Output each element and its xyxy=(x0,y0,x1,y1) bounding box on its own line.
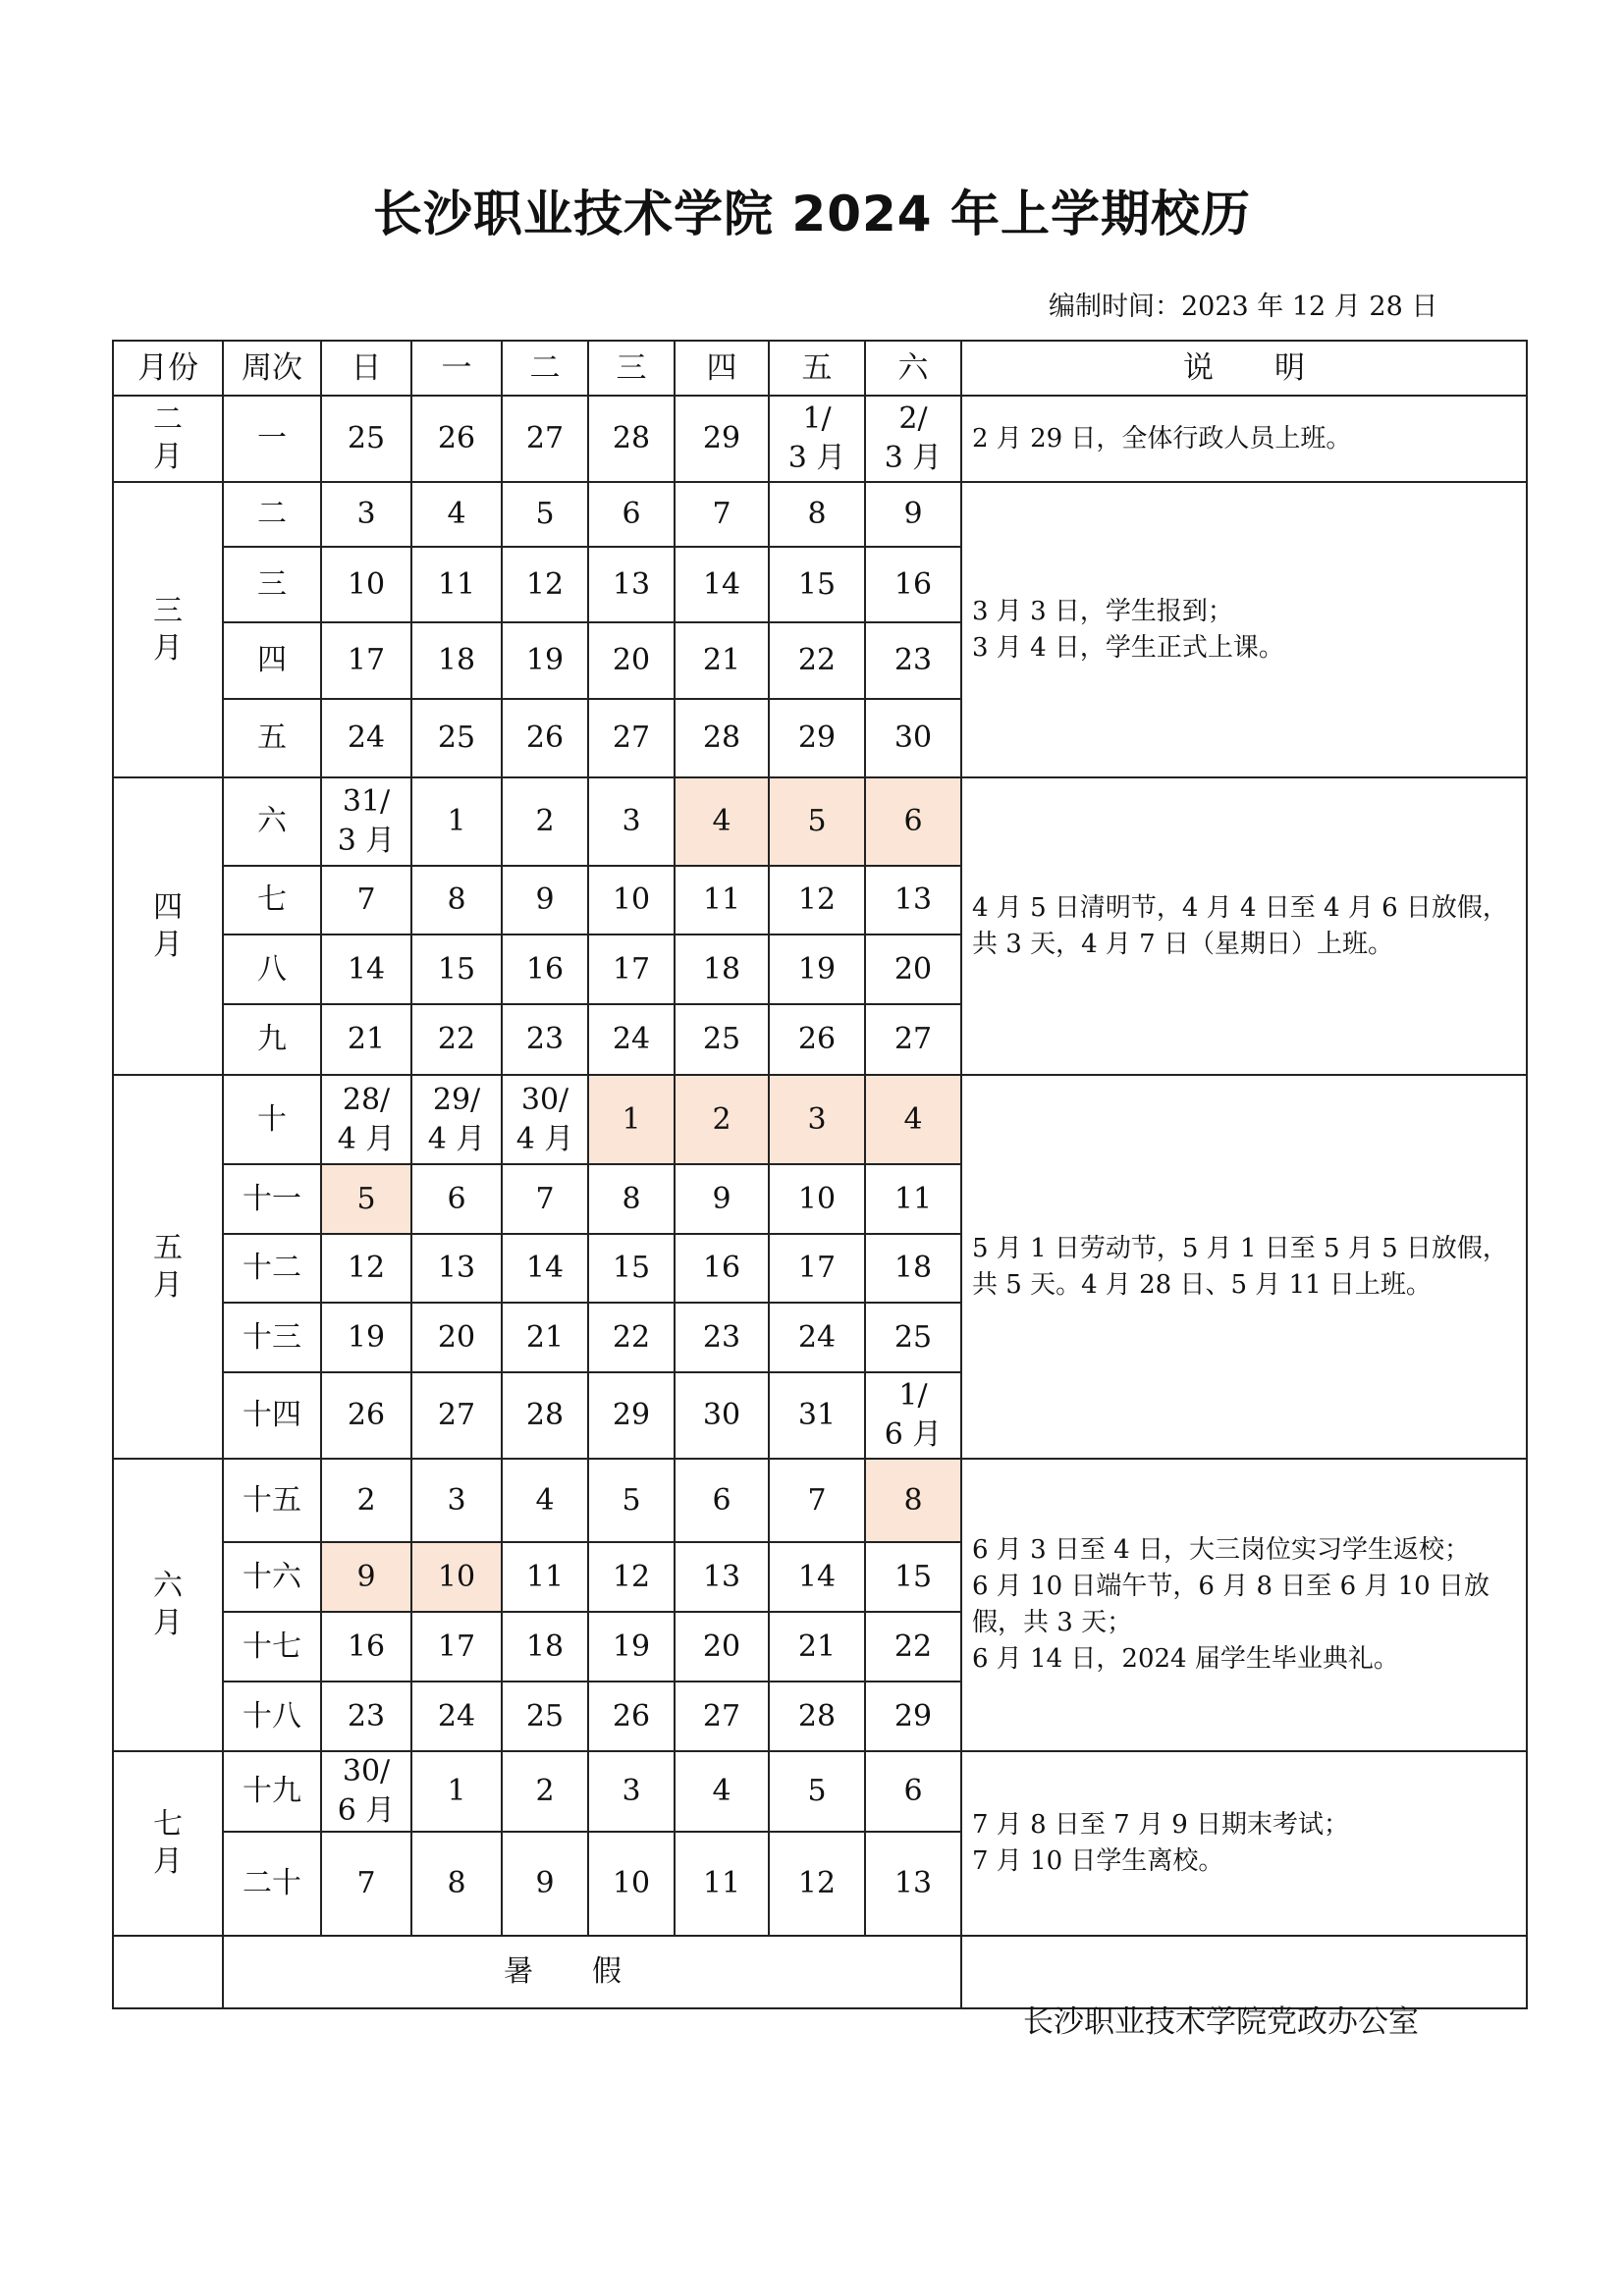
day-number: 28/ xyxy=(342,1082,391,1117)
day-cell-tue: 26 xyxy=(502,699,588,777)
day-cell-mon: 20 xyxy=(411,1303,502,1372)
day-cell-sat: 11 xyxy=(865,1164,961,1234)
day-cell-mon: 4 xyxy=(411,482,502,547)
day-cell-mon: 17 xyxy=(411,1612,502,1682)
day-cell-fri: 22 xyxy=(769,622,865,699)
day-number: 1/ xyxy=(898,1378,928,1413)
header-week: 周次 xyxy=(223,341,321,396)
day-cell-sun: 10 xyxy=(321,547,411,622)
day-cell-thu: 14 xyxy=(675,547,769,622)
week-number: 六 xyxy=(223,777,321,866)
day-cell-sun: 16 xyxy=(321,1612,411,1682)
week-number: 十五 xyxy=(223,1459,321,1542)
day-cell-fri: 29 xyxy=(769,699,865,777)
day-cell-mon xyxy=(411,1075,502,1164)
week-number: 十一 xyxy=(223,1164,321,1234)
day-cell-sat: 6 xyxy=(865,1751,961,1832)
day-cell-wed: 20 xyxy=(588,622,675,699)
week-number: 十二 xyxy=(223,1234,321,1303)
day-cell-sun: 14 xyxy=(321,934,411,1004)
header-thu: 四 xyxy=(675,341,769,396)
day-cell-wed: 26 xyxy=(588,1682,675,1751)
week-number: 一 xyxy=(223,396,321,482)
day-cell-tue: 2 xyxy=(502,1751,588,1832)
day-cell-tue xyxy=(502,1075,588,1164)
day-cell-sun: 17 xyxy=(321,622,411,699)
day-cell-thu: 21 xyxy=(675,622,769,699)
week-row xyxy=(113,777,1527,866)
day-cell-fri: 14 xyxy=(769,1542,865,1612)
week-number: 四 xyxy=(223,622,321,699)
day-cell-thu: 7 xyxy=(675,482,769,547)
calendar-table xyxy=(112,340,1528,2009)
day-cell-fri: 17 xyxy=(769,1234,865,1303)
day-number: 29/ xyxy=(432,1082,481,1117)
week-number: 二十 xyxy=(223,1832,321,1936)
week-number: 十 xyxy=(223,1075,321,1164)
day-month: 3 月 xyxy=(884,441,943,475)
day-cell-wed: 24 xyxy=(588,1004,675,1075)
day-cell-wed: 19 xyxy=(588,1612,675,1682)
week-number: 十八 xyxy=(223,1682,321,1751)
day-cell-mon: 13 xyxy=(411,1234,502,1303)
day-cell-tue: 19 xyxy=(502,622,588,699)
header-sun: 日 xyxy=(321,341,411,396)
day-cell-sat: 6 xyxy=(865,777,961,866)
day-cell-mon: 8 xyxy=(411,866,502,934)
day-cell-fri: 12 xyxy=(769,1832,865,1936)
week-number: 十四 xyxy=(223,1372,321,1459)
day-cell-sun: 9 xyxy=(321,1542,411,1612)
day-cell-wed: 6 xyxy=(588,482,675,547)
day-cell-sun: 21 xyxy=(321,1004,411,1075)
month-note: 4 月 5 日清明节，4 月 4 日至 4 月 6 日放假，共 3 天，4 月 7 日（星期日）上班。 xyxy=(961,777,1527,1075)
day-cell-wed: 3 xyxy=(588,777,675,866)
day-cell-sat xyxy=(865,1372,961,1459)
day-cell-sun: 19 xyxy=(321,1303,411,1372)
day-cell-wed: 27 xyxy=(588,699,675,777)
day-cell-sun xyxy=(321,777,411,866)
day-cell-wed: 12 xyxy=(588,1542,675,1612)
week-number: 十七 xyxy=(223,1612,321,1682)
day-cell-thu: 13 xyxy=(675,1542,769,1612)
day-month: 3 月 xyxy=(787,441,846,475)
day-cell-sun: 25 xyxy=(321,396,411,482)
header-fri: 五 xyxy=(769,341,865,396)
day-cell-sat: 8 xyxy=(865,1459,961,1542)
day-cell-wed: 29 xyxy=(588,1372,675,1459)
day-cell-tue: 7 xyxy=(502,1164,588,1234)
day-cell-thu: 23 xyxy=(675,1303,769,1372)
day-cell-tue: 14 xyxy=(502,1234,588,1303)
day-cell-sat: 9 xyxy=(865,482,961,547)
day-cell-wed: 28 xyxy=(588,396,675,482)
day-cell-sat: 25 xyxy=(865,1303,961,1372)
day-cell-fri: 21 xyxy=(769,1612,865,1682)
day-month: 4 月 xyxy=(427,1121,486,1156)
summer-label: 暑假 xyxy=(223,1936,961,2008)
week-number: 九 xyxy=(223,1004,321,1075)
day-cell-sat: 18 xyxy=(865,1234,961,1303)
month-label: 三 月 xyxy=(113,482,223,777)
day-cell-sat: 16 xyxy=(865,547,961,622)
header-sat: 六 xyxy=(865,341,961,396)
day-cell-wed: 10 xyxy=(588,866,675,934)
day-cell-sun: 7 xyxy=(321,1832,411,1936)
day-number: 30/ xyxy=(342,1754,391,1789)
day-cell-mon: 10 xyxy=(411,1542,502,1612)
day-cell-fri: 8 xyxy=(769,482,865,547)
day-month: 6 月 xyxy=(337,1793,396,1828)
day-cell-tue: 5 xyxy=(502,482,588,547)
day-cell-thu: 4 xyxy=(675,1751,769,1832)
day-cell-tue: 21 xyxy=(502,1303,588,1372)
day-cell-tue: 18 xyxy=(502,1612,588,1682)
day-cell-wed: 8 xyxy=(588,1164,675,1234)
day-number: 31/ xyxy=(342,784,391,819)
day-cell-fri: 12 xyxy=(769,866,865,934)
day-cell-sat: 27 xyxy=(865,1004,961,1075)
day-cell-thu: 4 xyxy=(675,777,769,866)
week-number: 十三 xyxy=(223,1303,321,1372)
day-number: 2/ xyxy=(898,401,928,436)
month-note: 6 月 3 日至 4 日，大三岗位实习学生返校； 6 月 10 日端午节，6 月 8 日至 6 月 10 日放假，共 3 天； 6 月 14 日，2024 届学生毕业典礼。 xyxy=(961,1459,1527,1751)
day-cell-tue: 27 xyxy=(502,396,588,482)
day-cell-mon: 6 xyxy=(411,1164,502,1234)
day-cell-mon: 1 xyxy=(411,1751,502,1832)
day-cell-sat: 13 xyxy=(865,1832,961,1936)
day-cell-mon: 8 xyxy=(411,1832,502,1936)
header-wed: 三 xyxy=(588,341,675,396)
day-cell-thu: 16 xyxy=(675,1234,769,1303)
day-cell-wed: 13 xyxy=(588,547,675,622)
day-cell-thu: 25 xyxy=(675,1004,769,1075)
day-month: 3 月 xyxy=(337,824,396,858)
week-number: 三 xyxy=(223,547,321,622)
day-number: 1/ xyxy=(802,401,832,436)
day-cell-wed: 1 xyxy=(588,1075,675,1164)
day-month: 6 月 xyxy=(884,1417,943,1452)
week-row xyxy=(113,396,1527,482)
day-cell-tue: 2 xyxy=(502,777,588,866)
day-cell-fri: 5 xyxy=(769,777,865,866)
summer-month-cell xyxy=(113,1936,223,2008)
page-title: 长沙职业技术学院 2024 年上学期校历 xyxy=(373,186,1251,242)
day-cell-sat: 30 xyxy=(865,699,961,777)
day-month: 4 月 xyxy=(337,1121,396,1156)
day-cell-thu: 20 xyxy=(675,1612,769,1682)
week-row xyxy=(113,1459,1527,1542)
week-number: 十六 xyxy=(223,1542,321,1612)
day-cell-tue: 4 xyxy=(502,1459,588,1542)
day-cell-sun: 5 xyxy=(321,1164,411,1234)
day-cell-mon: 25 xyxy=(411,699,502,777)
day-cell-sat: 29 xyxy=(865,1682,961,1751)
month-note: 7 月 8 日至 7 月 9 日期末考试； 7 月 10 日学生离校。 xyxy=(961,1751,1527,1936)
day-cell-thu: 11 xyxy=(675,866,769,934)
header-notes: 说 明 xyxy=(961,341,1527,396)
day-cell-sun: 3 xyxy=(321,482,411,547)
day-cell-mon: 11 xyxy=(411,547,502,622)
day-cell-thu: 18 xyxy=(675,934,769,1004)
day-cell-thu: 2 xyxy=(675,1075,769,1164)
header-month: 月份 xyxy=(113,341,223,396)
month-label: 二 月 xyxy=(113,396,223,482)
day-cell-thu: 27 xyxy=(675,1682,769,1751)
day-cell-thu: 6 xyxy=(675,1459,769,1542)
day-cell-tue: 23 xyxy=(502,1004,588,1075)
day-cell-tue: 25 xyxy=(502,1682,588,1751)
issuer-signature: 长沙职业技术学院党政办公室 xyxy=(1023,2004,1419,2040)
day-cell-sun: 2 xyxy=(321,1459,411,1542)
day-cell-sun: 12 xyxy=(321,1234,411,1303)
month-note: 5 月 1 日劳动节，5 月 1 日至 5 月 5 日放假，共 5 天。4 月 28 日、5 月 11 日上班。 xyxy=(961,1075,1527,1459)
month-label: 七 月 xyxy=(113,1751,223,1936)
day-cell-thu: 29 xyxy=(675,396,769,482)
day-cell-mon: 1 xyxy=(411,777,502,866)
week-row xyxy=(113,1075,1527,1164)
week-number: 十九 xyxy=(223,1751,321,1832)
day-cell-fri: 31 xyxy=(769,1372,865,1459)
header-tue: 二 xyxy=(502,341,588,396)
week-row xyxy=(113,482,1527,547)
week-number: 五 xyxy=(223,699,321,777)
day-cell-wed: 5 xyxy=(588,1459,675,1542)
week-number: 八 xyxy=(223,934,321,1004)
day-cell-thu: 11 xyxy=(675,1832,769,1936)
day-cell-fri: 24 xyxy=(769,1303,865,1372)
day-cell-sat: 15 xyxy=(865,1542,961,1612)
day-cell-fri: 28 xyxy=(769,1682,865,1751)
month-label: 六 月 xyxy=(113,1459,223,1751)
day-cell-tue: 9 xyxy=(502,866,588,934)
day-cell-tue: 12 xyxy=(502,547,588,622)
day-cell-tue: 16 xyxy=(502,934,588,1004)
day-cell-tue: 11 xyxy=(502,1542,588,1612)
month-label: 五 月 xyxy=(113,1075,223,1459)
day-cell-fri: 7 xyxy=(769,1459,865,1542)
day-cell-sat: 22 xyxy=(865,1612,961,1682)
day-cell-thu: 28 xyxy=(675,699,769,777)
day-cell-sun: 23 xyxy=(321,1682,411,1751)
day-cell-sun: 26 xyxy=(321,1372,411,1459)
day-cell-sun xyxy=(321,1075,411,1164)
day-cell-sun: 7 xyxy=(321,866,411,934)
day-cell-fri xyxy=(769,396,865,482)
day-cell-sat: 23 xyxy=(865,622,961,699)
day-cell-wed: 17 xyxy=(588,934,675,1004)
day-cell-sat: 4 xyxy=(865,1075,961,1164)
day-cell-fri: 10 xyxy=(769,1164,865,1234)
day-cell-wed: 10 xyxy=(588,1832,675,1936)
day-cell-fri: 3 xyxy=(769,1075,865,1164)
header-mon: 一 xyxy=(411,341,502,396)
day-cell-sun: 24 xyxy=(321,699,411,777)
week-number: 七 xyxy=(223,866,321,934)
day-cell-tue: 9 xyxy=(502,1832,588,1936)
month-label: 四 月 xyxy=(113,777,223,1075)
day-number: 30/ xyxy=(520,1082,569,1117)
day-cell-mon: 27 xyxy=(411,1372,502,1459)
day-cell-thu: 30 xyxy=(675,1372,769,1459)
day-cell-tue: 28 xyxy=(502,1372,588,1459)
week-row xyxy=(113,1751,1527,1832)
day-cell-mon: 26 xyxy=(411,396,502,482)
month-note: 3 月 3 日，学生报到； 3 月 4 日，学生正式上课。 xyxy=(961,482,1527,777)
day-cell-wed: 15 xyxy=(588,1234,675,1303)
day-cell-fri: 5 xyxy=(769,1751,865,1832)
header-row xyxy=(113,341,1527,396)
calendar-body xyxy=(113,396,1527,1936)
day-cell-fri: 15 xyxy=(769,547,865,622)
month-note: 2 月 29 日，全体行政人员上班。 xyxy=(961,396,1527,482)
day-cell-sat xyxy=(865,396,961,482)
day-cell-sat: 20 xyxy=(865,934,961,1004)
day-cell-mon: 18 xyxy=(411,622,502,699)
day-cell-mon: 15 xyxy=(411,934,502,1004)
day-cell-fri: 26 xyxy=(769,1004,865,1075)
day-month: 4 月 xyxy=(515,1121,574,1156)
day-cell-sun xyxy=(321,1751,411,1832)
day-cell-fri: 19 xyxy=(769,934,865,1004)
compiled-date: 编制时间：2023 年 12 月 28 日 xyxy=(1049,292,1438,322)
day-cell-thu: 9 xyxy=(675,1164,769,1234)
day-cell-sat: 13 xyxy=(865,866,961,934)
week-number: 二 xyxy=(223,482,321,547)
day-cell-wed: 3 xyxy=(588,1751,675,1832)
day-cell-mon: 24 xyxy=(411,1682,502,1751)
day-cell-wed: 22 xyxy=(588,1303,675,1372)
day-cell-mon: 22 xyxy=(411,1004,502,1075)
day-cell-mon: 3 xyxy=(411,1459,502,1542)
